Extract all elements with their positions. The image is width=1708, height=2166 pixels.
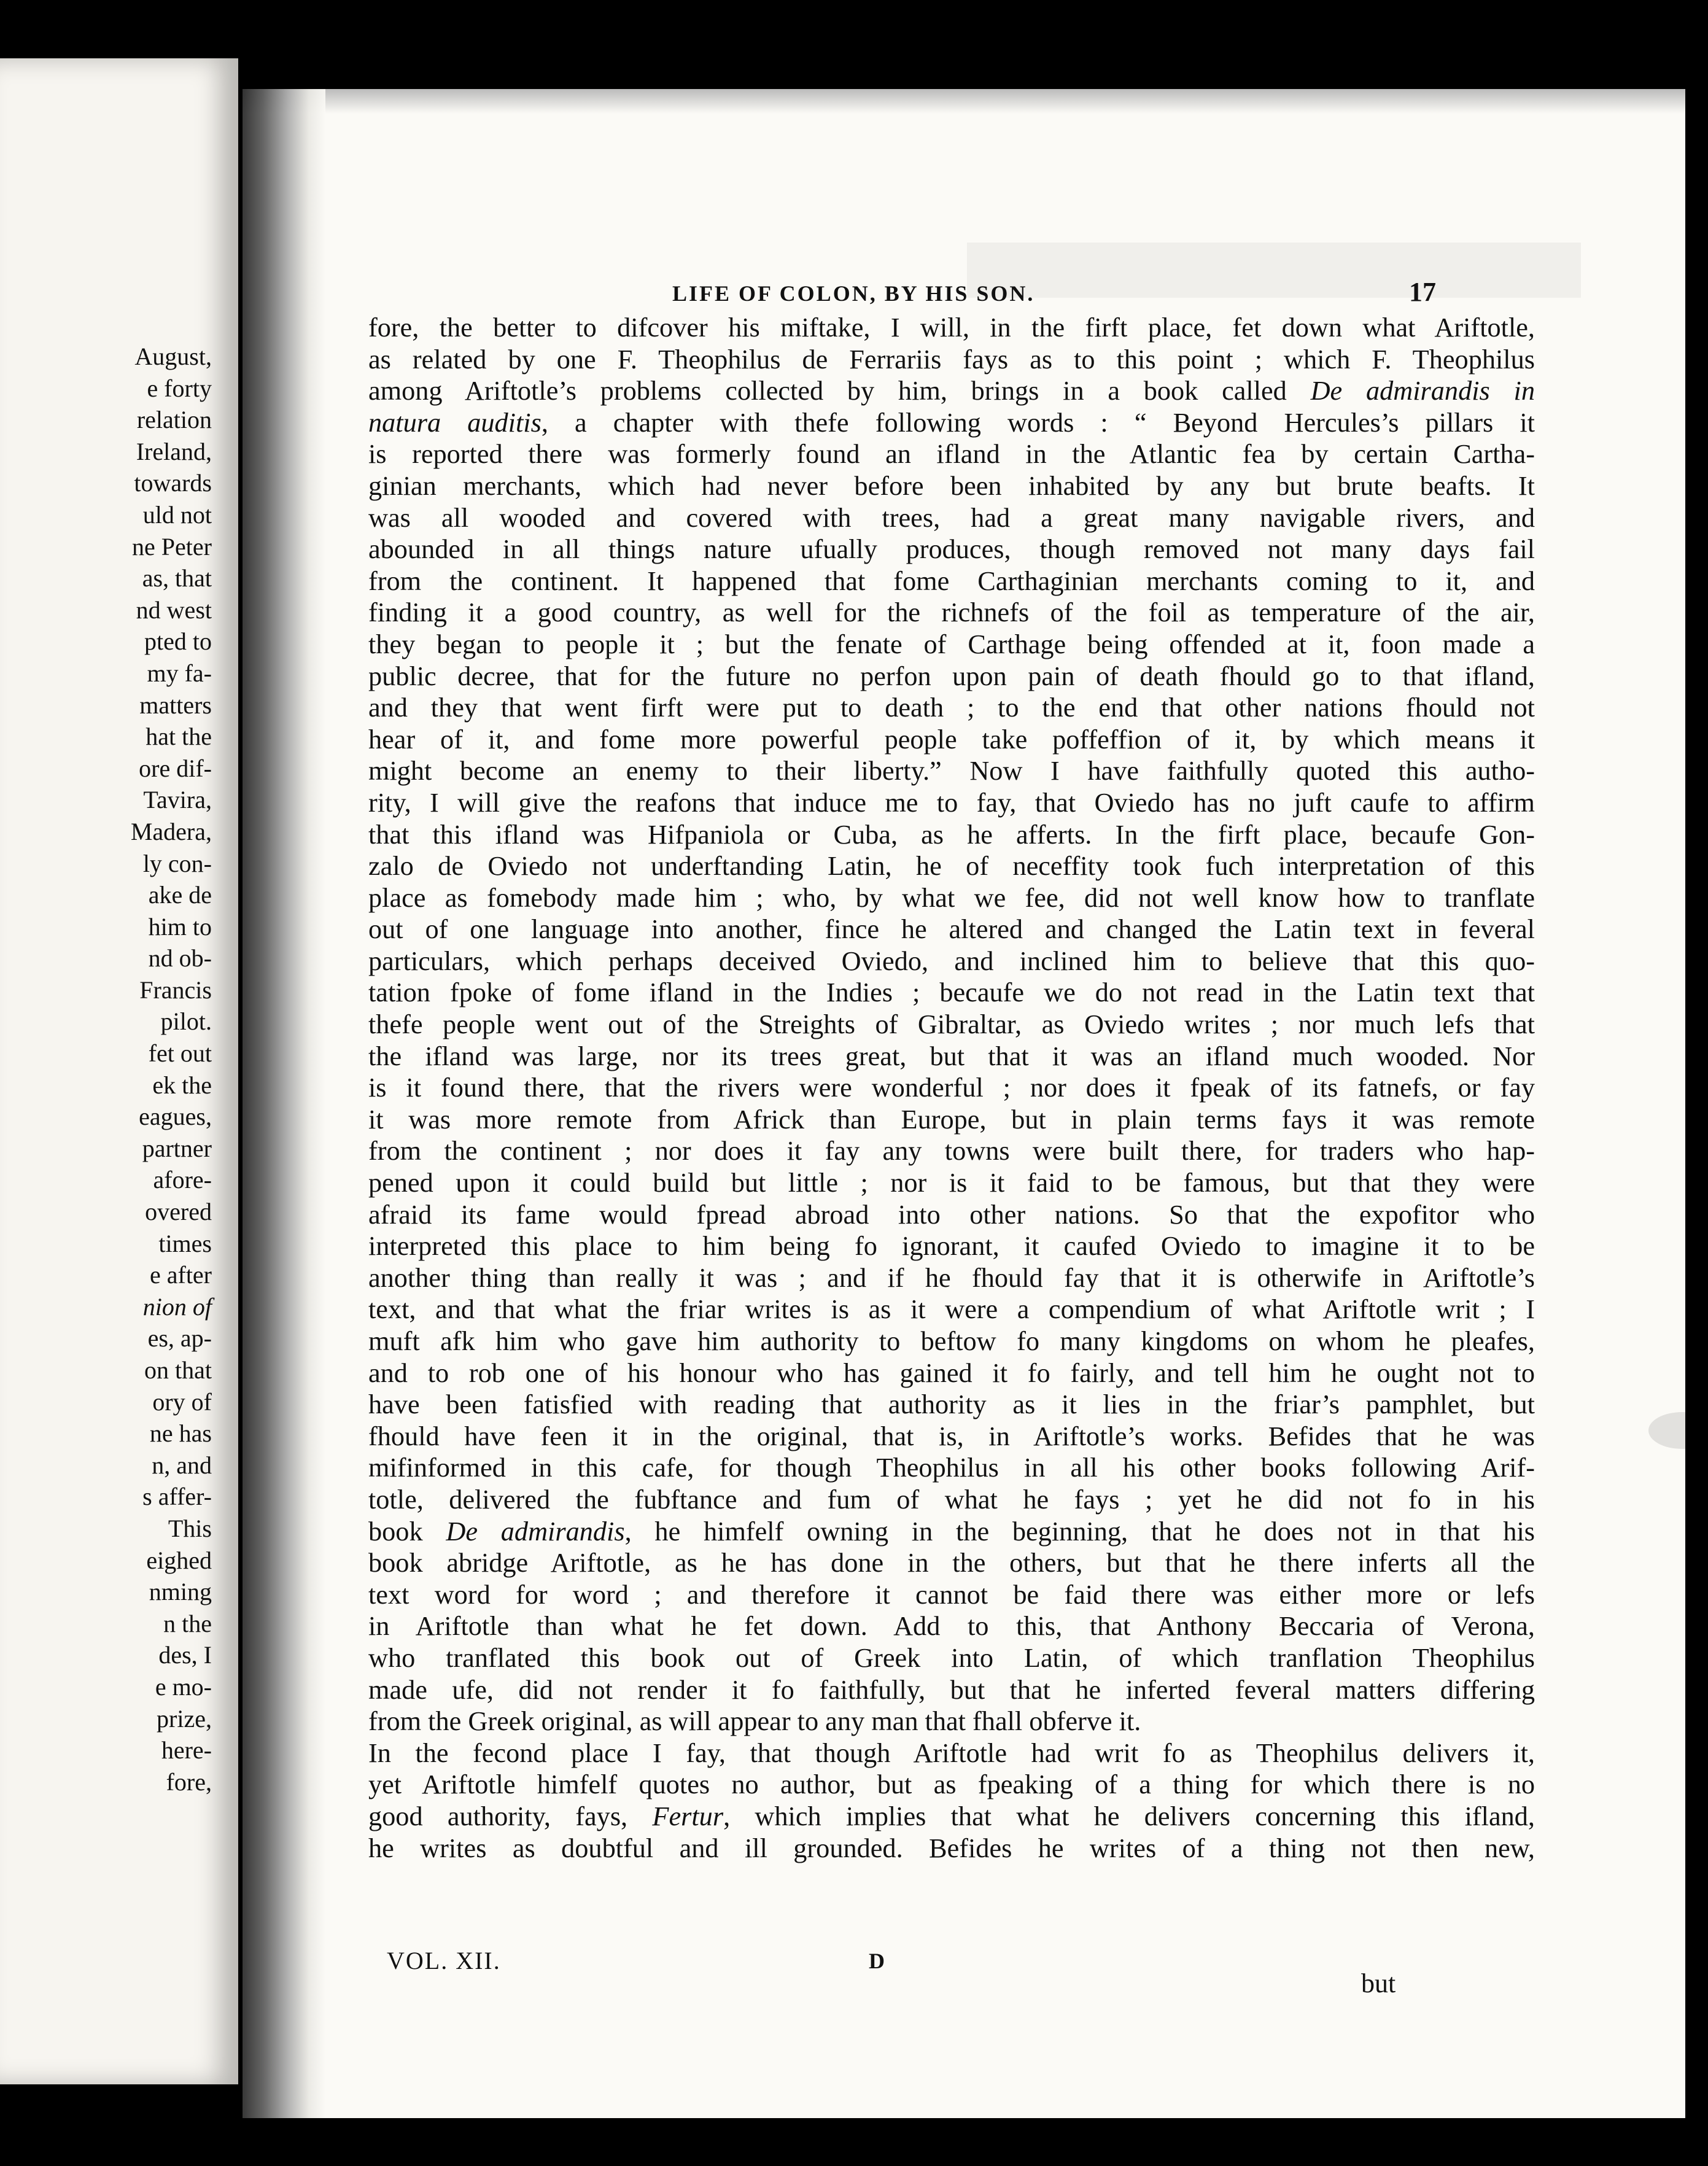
text-line: abounded in all things nature ufually produces, though removed not many days fail <box>368 534 1535 565</box>
previous-page-line: ne Peter <box>132 532 212 561</box>
previous-page-line: des, I <box>158 1641 212 1669</box>
text-line: muft afk him who gave him authority to beftow fo many kingdoms on whom he pleafes, <box>368 1326 1535 1356</box>
previous-page-line: uld not <box>142 500 212 529</box>
text-line: made ufe, did not render it fo faithfully, but that he inferted feveral matters differing <box>368 1674 1535 1705</box>
previous-page-line: ore dif- <box>139 754 212 782</box>
text-line: from the continent. It happened that fome Carthaginian merchants coming to it, and <box>368 565 1535 596</box>
text-line: among Ariftotle’s problems collected by him, brings in a book called De admirandis in <box>368 376 1535 406</box>
previous-page-line: him to <box>148 912 212 941</box>
previous-page-line: Francis <box>139 976 212 1004</box>
previous-page-line: eighed <box>146 1546 212 1574</box>
previous-page-line: ake de <box>148 881 212 909</box>
previous-page-line: matters <box>139 691 212 719</box>
text-line: tation fpoke of fome ifland in the Indies ; becaufe we do not read in the Latin text that <box>368 977 1535 1008</box>
text-line: mifinformed in this cafe, for though Theophilus in all his other books following Arif- <box>368 1453 1535 1483</box>
previous-page-edge <box>0 58 238 2084</box>
previous-page-line: e after <box>149 1261 212 1289</box>
previous-page-line: here- <box>161 1736 212 1764</box>
text-line: is reported there was formerly found an ifland in the Atlantic fea by certain Cartha- <box>368 439 1535 470</box>
text-line: finding it a good country, as well for the richnefs of the foil as temperature of the air, <box>368 597 1535 628</box>
previous-page-line: e forty <box>147 374 212 402</box>
text-line: was all wooded and covered with trees, had a great many navigable rivers, and <box>368 502 1535 533</box>
previous-page-line: eagues, <box>139 1103 212 1131</box>
previous-page-line: This <box>168 1514 212 1542</box>
text-line: thefe people went out of the Streights of Gibraltar, as Oviedo writes ; nor much lefs that <box>368 1009 1535 1040</box>
previous-page-line: pted to <box>144 627 212 656</box>
text-line: zalo de Oviedo not underftanding Latin, he of neceffity took fuch interpretation of this <box>368 851 1535 882</box>
text-line: public decree, that for the future no perfon upon pain of death fhould go to that ifland, <box>368 661 1535 691</box>
previous-page-line: my fa- <box>147 659 212 687</box>
text-line: the ifland was large, nor its trees great, but that it was an ifland much wooded. Nor <box>368 1041 1535 1071</box>
previous-page-line: ly con- <box>142 849 212 877</box>
previous-page-line: n, and <box>152 1451 212 1479</box>
previous-page-line: nd ob- <box>148 944 212 972</box>
previous-page-line: towards <box>134 469 212 497</box>
previous-page-line: ne has <box>149 1419 212 1448</box>
previous-page-line: Tavira, <box>143 786 212 814</box>
previous-page-line: prize, <box>157 1704 212 1733</box>
previous-page-line: fore, <box>166 1768 212 1796</box>
previous-page-line: August, <box>134 343 212 370</box>
previous-page-line: Madera, <box>130 817 212 845</box>
text-line: yet Ariftotle himfelf quotes no author, but as fpeaking of a thing for which there is no <box>368 1769 1535 1800</box>
text-line: fhould have feen it in the original, that is, in Ariftotle’s works. Befides that he was <box>368 1421 1535 1451</box>
previous-page-line: ory of <box>152 1388 212 1416</box>
text-line: and they that went firft were put to death ; to the end that other nations fhould not <box>368 693 1535 723</box>
previous-page-line: pilot. <box>160 1007 212 1036</box>
book-page <box>243 89 1685 2118</box>
body-text <box>368 312 1535 1864</box>
text-line: book abridge Ariftotle, as he has done in the others, but that he there inferts all the <box>368 1548 1535 1578</box>
text-line: particulars, which perhaps deceived Oviedo, and inclined him to believe that this quo- <box>368 945 1535 976</box>
text-line: from the Greek original, as will appear to any man that fhall obferve it. <box>368 1706 1141 1737</box>
text-line: interpreted this place to him being fo ignorant, it caufed Oviedo to imagine it to be <box>368 1231 1535 1262</box>
previous-page-line: n the <box>163 1609 212 1637</box>
volume-label: VOL. XII. <box>387 1947 501 1974</box>
text-line: that this ifland was Hifpaniola or Cuba, as he afferts. In the firft place, becaufe Gon- <box>368 819 1535 850</box>
previous-page-line: fet out <box>148 1039 212 1068</box>
binding-gutter <box>243 89 325 2118</box>
previous-page-line: s affer- <box>142 1483 212 1511</box>
text-line: natura auditis, a chapter with thefe following words : “ Beyond Hercules’s pillars it <box>368 407 1535 438</box>
catchword: but <box>1361 1968 1396 1998</box>
text-line: in Ariftotle than what he fet down. Add to this, that Anthony Beccaria of Verona, <box>368 1611 1535 1642</box>
text-line: pened upon it could build but little ; nor is it faid to be famous, but that they were <box>368 1168 1535 1198</box>
text-line: is it found there, that the rivers were wonderful ; nor does it fpeak of its fatnefs, or fay <box>368 1073 1535 1103</box>
previous-page-line: es, ap- <box>147 1324 212 1353</box>
text-line: text, and that what the friar writes is as it were a compendium of what Ariftotle writ ; I <box>368 1294 1535 1325</box>
text-line: book De admirandis, he himfelf owning in the beginning, that he does not in that his <box>368 1516 1535 1547</box>
text-line: fore, the better to difcover his miftake, I will, in the firft place, fet down what Ariftotle, <box>368 312 1535 343</box>
text-line: might become an enemy to their liberty.” Now I have faithfully quoted this autho- <box>368 756 1535 786</box>
previous-page-line: partner <box>142 1134 212 1162</box>
signature-mark: D <box>869 1949 885 1973</box>
text-line: they began to people it ; but the fenate of Carthage being offended at it, foon made a <box>368 629 1535 659</box>
text-line: good authority, fays, Fertur, which implies that what he delivers concerning this ifland, <box>368 1801 1535 1831</box>
text-line: out of one language into another, fince he altered and changed the Latin text in feveral <box>368 914 1535 945</box>
previous-page-line: relation <box>136 406 212 434</box>
previous-page-line: nming <box>149 1578 212 1606</box>
text-line: rity, I will give the reafons that induce me to fay, that Oviedo has no juft caufe to affirm <box>368 787 1535 818</box>
previous-page-line: ek the <box>152 1071 212 1099</box>
text-line: as related by one F. Theophilus de Ferrariis fays as to this point ; which F. Theophilus <box>368 344 1535 375</box>
text-line: place as fomebody made him ; who, by what we fee, did not well know how to tranflate <box>368 882 1535 913</box>
text-line: who tranflated this book out of Greek into Latin, of which tranflation Theophilus <box>368 1642 1535 1673</box>
text-line: hear of it, and fome more powerful people take poffeffion of it, by which means it <box>368 724 1535 755</box>
previous-page-line: as, that <box>142 564 212 592</box>
previous-page-line: nion of <box>142 1292 212 1321</box>
ink-smudge <box>1648 1412 1685 1449</box>
text-line: afraid its fame would fpread abroad into other nations. So that the expofitor who <box>368 1199 1535 1230</box>
previous-page-line: times <box>158 1229 212 1257</box>
previous-page-line: overed <box>145 1198 212 1226</box>
running-head: LIFE OF COLON, BY HIS SON. <box>672 281 1035 306</box>
text-line: have been fatisfied with reading that authority as it lies in the friar’s pamphlet, but <box>368 1389 1535 1420</box>
previous-page-line: e mo- <box>155 1672 212 1701</box>
previous-page-text <box>0 341 212 1798</box>
text-line: text word for word ; and therefore it cannot be faid there was either more or lefs <box>368 1579 1535 1610</box>
text-line: In the fecond place I fay, that though Ariftotle had writ fo as Theophilus delivers it, <box>368 1737 1535 1768</box>
previous-page-line: hat the <box>146 723 212 751</box>
page-number: 17 <box>1409 277 1436 307</box>
text-line: from the continent ; nor does it fay any towns were built there, for traders who hap- <box>368 1136 1535 1166</box>
page-top-shadow <box>243 89 1685 114</box>
text-line: another thing than really it was ; and if he fhould fay that it is otherwife in Ariftotle’s <box>368 1262 1535 1293</box>
text-line: ginian merchants, which had never before been inhabited by any but brute beafts. It <box>368 470 1535 501</box>
previous-page-line: Ireland, <box>136 437 212 465</box>
text-line: totle, delivered the fubftance and fum of what he fays ; yet he did not fo in his <box>368 1484 1535 1515</box>
text-line: it was more remote from Africk than Europe, but in plain terms fays it was remote <box>368 1104 1535 1135</box>
text-line: he writes as doubtful and ill grounded. Befides he writes of a thing not then new, <box>368 1833 1535 1863</box>
previous-page-line: on that <box>144 1356 212 1384</box>
previous-page-line: nd west <box>136 596 212 624</box>
previous-page-line: afore- <box>153 1166 212 1194</box>
text-line: and to rob one of his honour who has gained it fo fairly, and tell him he ought not to <box>368 1357 1535 1388</box>
